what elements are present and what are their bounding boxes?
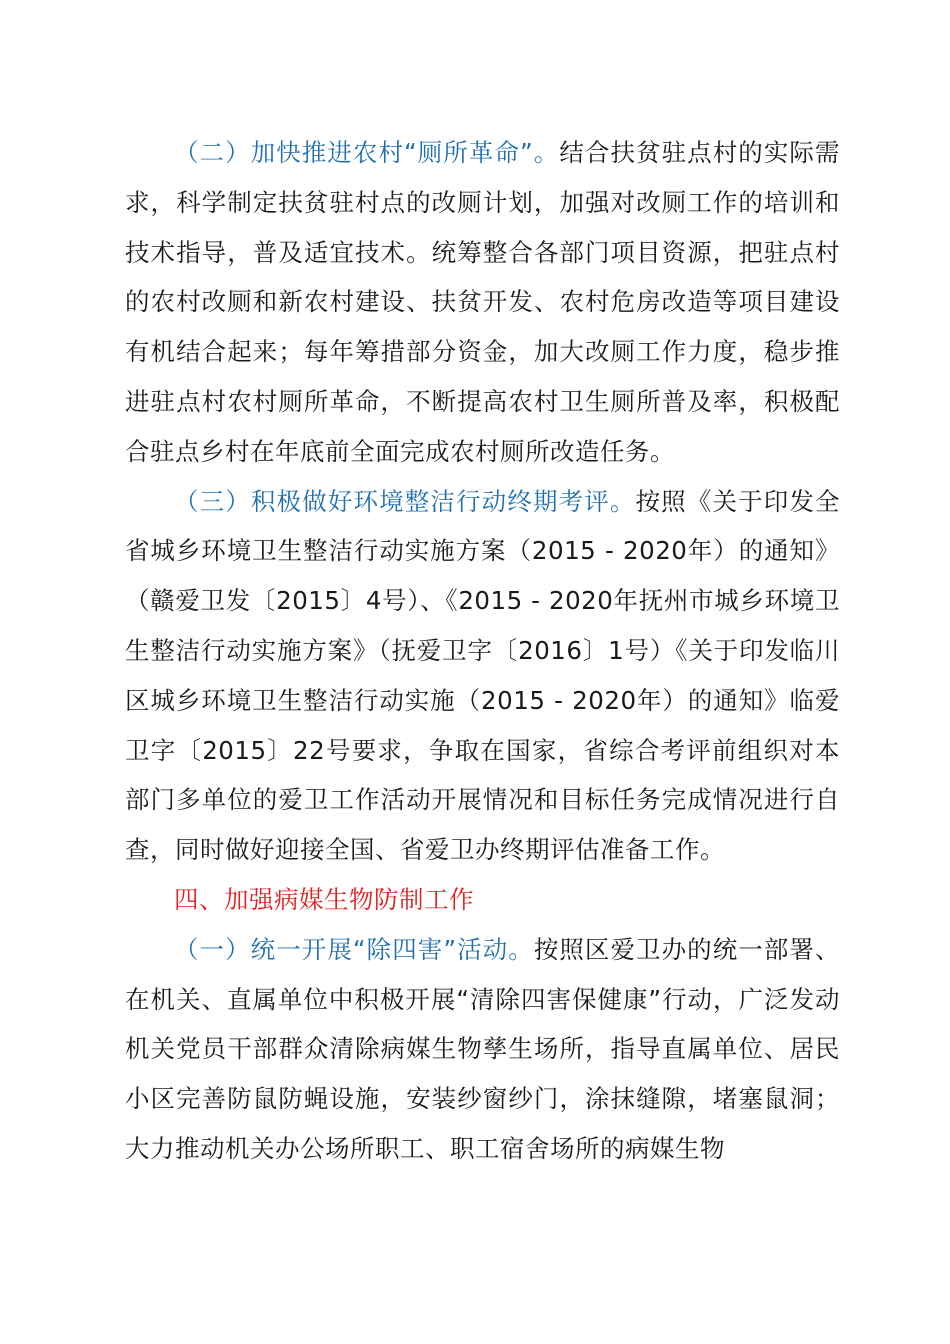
paragraph-four-pests-campaign xyxy=(125,925,840,1174)
section-heading: 四、加强病媒生物防制工作 xyxy=(174,884,474,914)
paragraph-rural-toilet-revolution xyxy=(125,128,840,477)
paragraph-environment-evaluation xyxy=(125,477,840,875)
paragraph-lead: （二）加快推进农村“厕所革命”。 xyxy=(174,138,560,167)
paragraph-lead: （三）积极做好环境整洁行动终期考评。 xyxy=(174,486,636,516)
document-body xyxy=(125,128,840,1174)
paragraph-body: 按照区爱卫办的统一部署、在机关、直属单位中积极开展“清除四害保健康”行动，广泛发动机关党员干部群众清除病媒生物孳生场所，指导直属单位、居民小区完善防鼠防蝇设施，安装纱窗纱门，涂抹缝隙，堵塞鼠洞；大力推动机关办公场所职工、职工宿舍场所的病媒生物 xyxy=(125,934,840,1163)
paragraph-lead: （一）统一开展“除四害”活动。 xyxy=(174,934,534,964)
paragraph-body: 结合扶贫驻点村的实际需求，科学制定扶贫驻村点的改厕计划，加强对改厕工作的培训和技术指导，普及适宜技术。统筹整合各部门项目资源，把驻点村的农村改厕和新农村建设、扶贫开发、农村危房改造等项目建设有机结合起来；每年筹措部分资金，加大改厕工作力度，稳步推进驻点村农村厕所革命，不断提高农村卫生厕所普及率，积极配合驻点乡村在年底前全面完成农村厕所改造任务。 xyxy=(125,138,840,466)
paragraph-body: 按照《关于印发全省城乡环境卫生整洁行动实施方案（2015 - 2020年）的通知》（赣爱卫发〔2015〕4号）、《2015 - 2020年抚州市城乡环境卫生整洁行动实施方案》（抚爱卫字〔2016〕1号）《关于印发临川区城乡环境卫生整洁行动实施（2015 - 2020年）的通知》临爱卫字〔2015〕22号要求，争取在国家，省综合考评前组织对本部门多单位的爱卫工作活动开展情况和目标任务完成情况进行自查，同时做好迎接全国、省爱卫办终期评估准备工作。 xyxy=(125,486,841,865)
